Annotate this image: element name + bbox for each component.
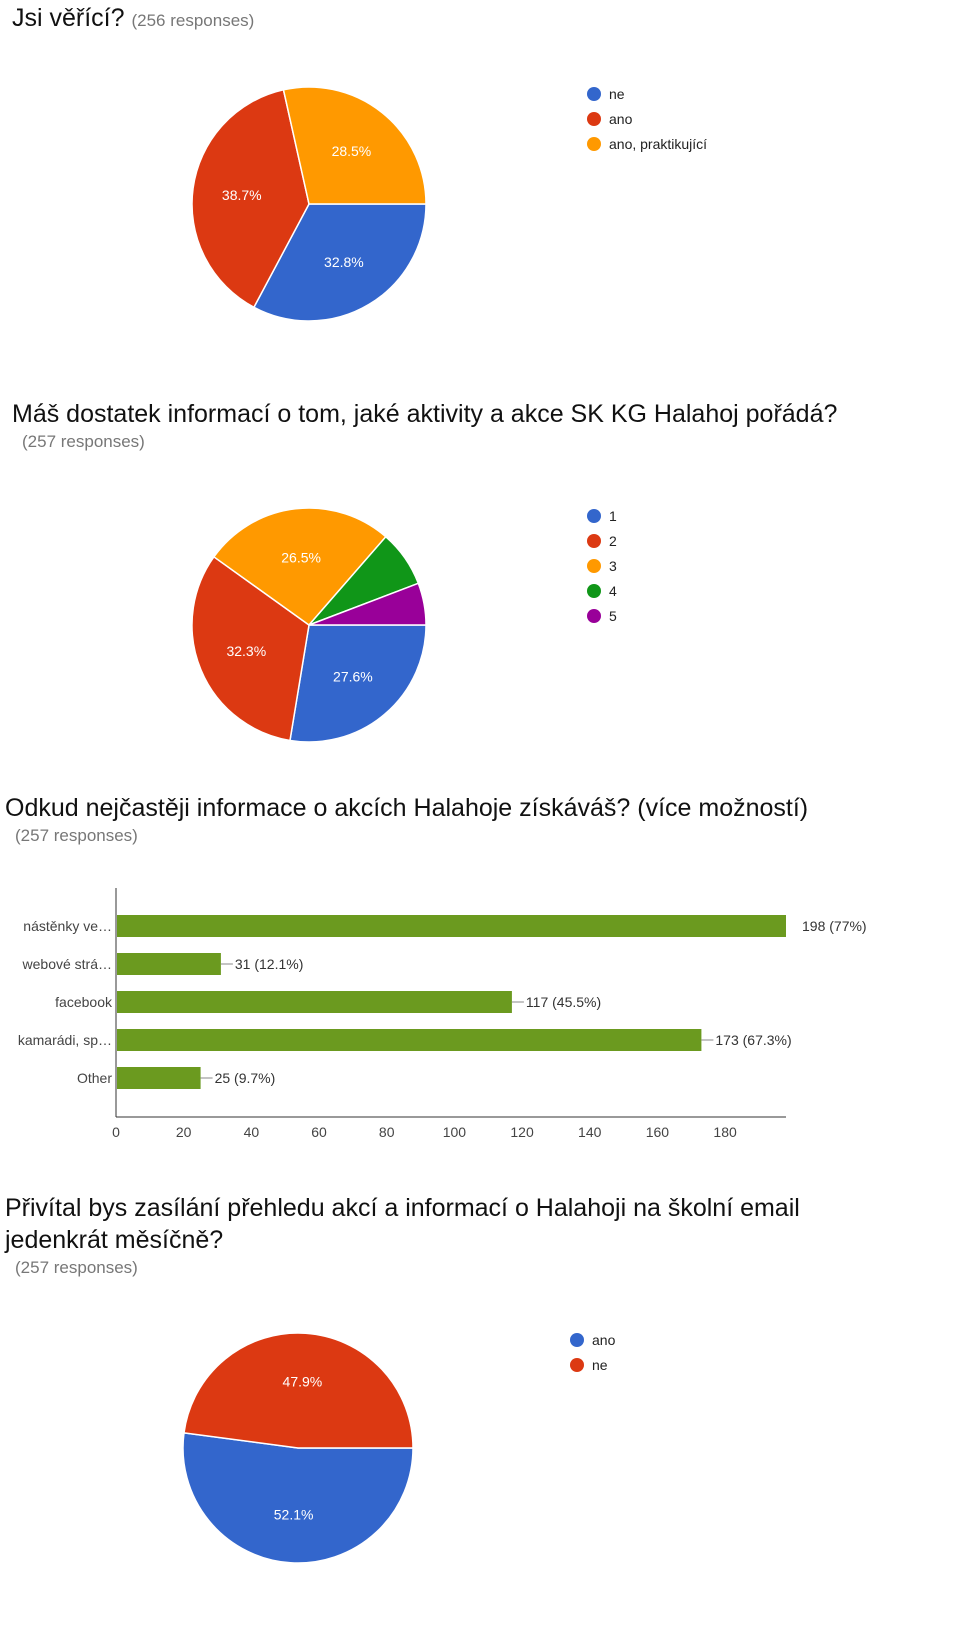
question-2-responses: (257 responses): [22, 432, 145, 451]
pie-chart-information: [0, 480, 960, 780]
bar3-bar-0: [117, 915, 786, 937]
bar3-bar-2: [117, 991, 512, 1013]
bar3-bar-3: [117, 1029, 701, 1051]
pie4-legend-label-1: ne: [592, 1357, 608, 1373]
pie2-legend-label-0: 1: [609, 508, 617, 524]
bar3-value-label-4: 25 (9.7%): [214, 1070, 276, 1086]
pie2-legend-label-1: 2: [609, 533, 617, 549]
bar3-x-tick-7: 140: [578, 1124, 602, 1140]
pie1-legend-label-1: ano: [609, 111, 633, 127]
pie2-slice-label-0: 27.6%: [333, 668, 373, 685]
bar-chart-sources: [0, 880, 960, 1160]
bar3-category-label-0: nástěnky ve…: [23, 918, 112, 934]
pie1-slice-label-1: 38.7%: [221, 186, 262, 203]
pie4-slice-1: [184, 1333, 413, 1448]
pie1-legend-label-2: ano, praktikující: [609, 136, 708, 152]
pie4-slice-label-0: 52.1%: [273, 1506, 314, 1523]
question-3-title: Odkud nejčastěji informace o akcích Halahoje získáváš? (více možností): [5, 794, 809, 822]
pie1-legend-marker-2: [587, 137, 601, 151]
pie1-slice-label-2: 28.5%: [331, 143, 372, 160]
question-3-responses: (257 responses): [15, 826, 138, 845]
pie1-slice-label-0: 32.8%: [324, 254, 364, 271]
pie4-legend-marker-0: [570, 1333, 584, 1347]
bar3-x-tick-6: 120: [510, 1124, 534, 1140]
question-2-title: Máš dostatek informací o tom, jaké aktivity a akce SK KG Halahoj pořádá?: [12, 400, 838, 428]
pie2-slice-label-1: 32.3%: [226, 642, 267, 659]
pie4-slice-0: [183, 1433, 413, 1563]
pie1-legend-label-0: ne: [609, 86, 625, 102]
pie2-legend-marker-0: [587, 509, 601, 523]
bar3-x-tick-9: 180: [713, 1124, 737, 1140]
question-1-text: Jsi věřící?: [12, 4, 125, 32]
pie2-legend-marker-2: [587, 559, 601, 573]
pie4-legend-marker-1: [570, 1358, 584, 1372]
pie-chart-religious: [0, 60, 960, 360]
bar3-x-tick-1: 20: [175, 1124, 192, 1140]
bar3-x-tick-0: 0: [112, 1124, 120, 1140]
pie2-legend-marker-3: [587, 584, 601, 598]
question-1-title: [12, 2, 254, 37]
pie2-legend-marker-4: [587, 609, 601, 623]
bar3-x-tick-8: 160: [645, 1124, 670, 1140]
pie2-legend-label-3: 4: [609, 583, 617, 599]
question-4-responses: (257 responses): [15, 1258, 138, 1277]
bar3-value-label-3: 173 (67.3%): [715, 1032, 792, 1048]
bar3-bar-4: [117, 1067, 201, 1089]
pie1-legend-marker-0: [587, 87, 601, 101]
pie2-legend-label-4: 5: [609, 608, 617, 624]
bar3-category-label-1: webové strá…: [22, 956, 112, 972]
bar3-x-tick-4: 80: [378, 1124, 395, 1140]
pie1-legend-marker-1: [587, 112, 601, 126]
bar3-value-label-1: 31 (12.1%): [234, 956, 304, 972]
bar3-category-label-3: kamarádi, sp…: [17, 1032, 112, 1048]
pie4-legend-label-0: ano: [592, 1332, 616, 1348]
pie4-slice-label-1: 47.9%: [282, 1373, 323, 1390]
bar3-value-label-2: 117 (45.5%): [525, 994, 602, 1010]
pie2-legend-marker-1: [587, 534, 601, 548]
question-1-responses: (256 responses): [131, 11, 255, 30]
bar3-x-tick-3: 60: [311, 1124, 327, 1140]
pie-chart-email: [0, 1310, 960, 1610]
pie2-slice-label-2: 26.5%: [281, 549, 321, 566]
question-4-title: Přivítal bys zasílání přehledu akcí a informací o Halahoji na školní email jedenkrát měsíčně?: [5, 1194, 800, 1254]
bar3-bar-1: [117, 953, 221, 975]
bar3-x-tick-2: 40: [243, 1124, 260, 1140]
bar3-x-tick-5: 100: [442, 1124, 467, 1140]
pie2-legend-label-2: 3: [609, 558, 617, 574]
bar3-value-label-0: 198 (77%): [802, 918, 867, 934]
bar3-category-label-2: facebook: [55, 994, 112, 1010]
bar3-category-label-4: Other: [76, 1070, 112, 1086]
